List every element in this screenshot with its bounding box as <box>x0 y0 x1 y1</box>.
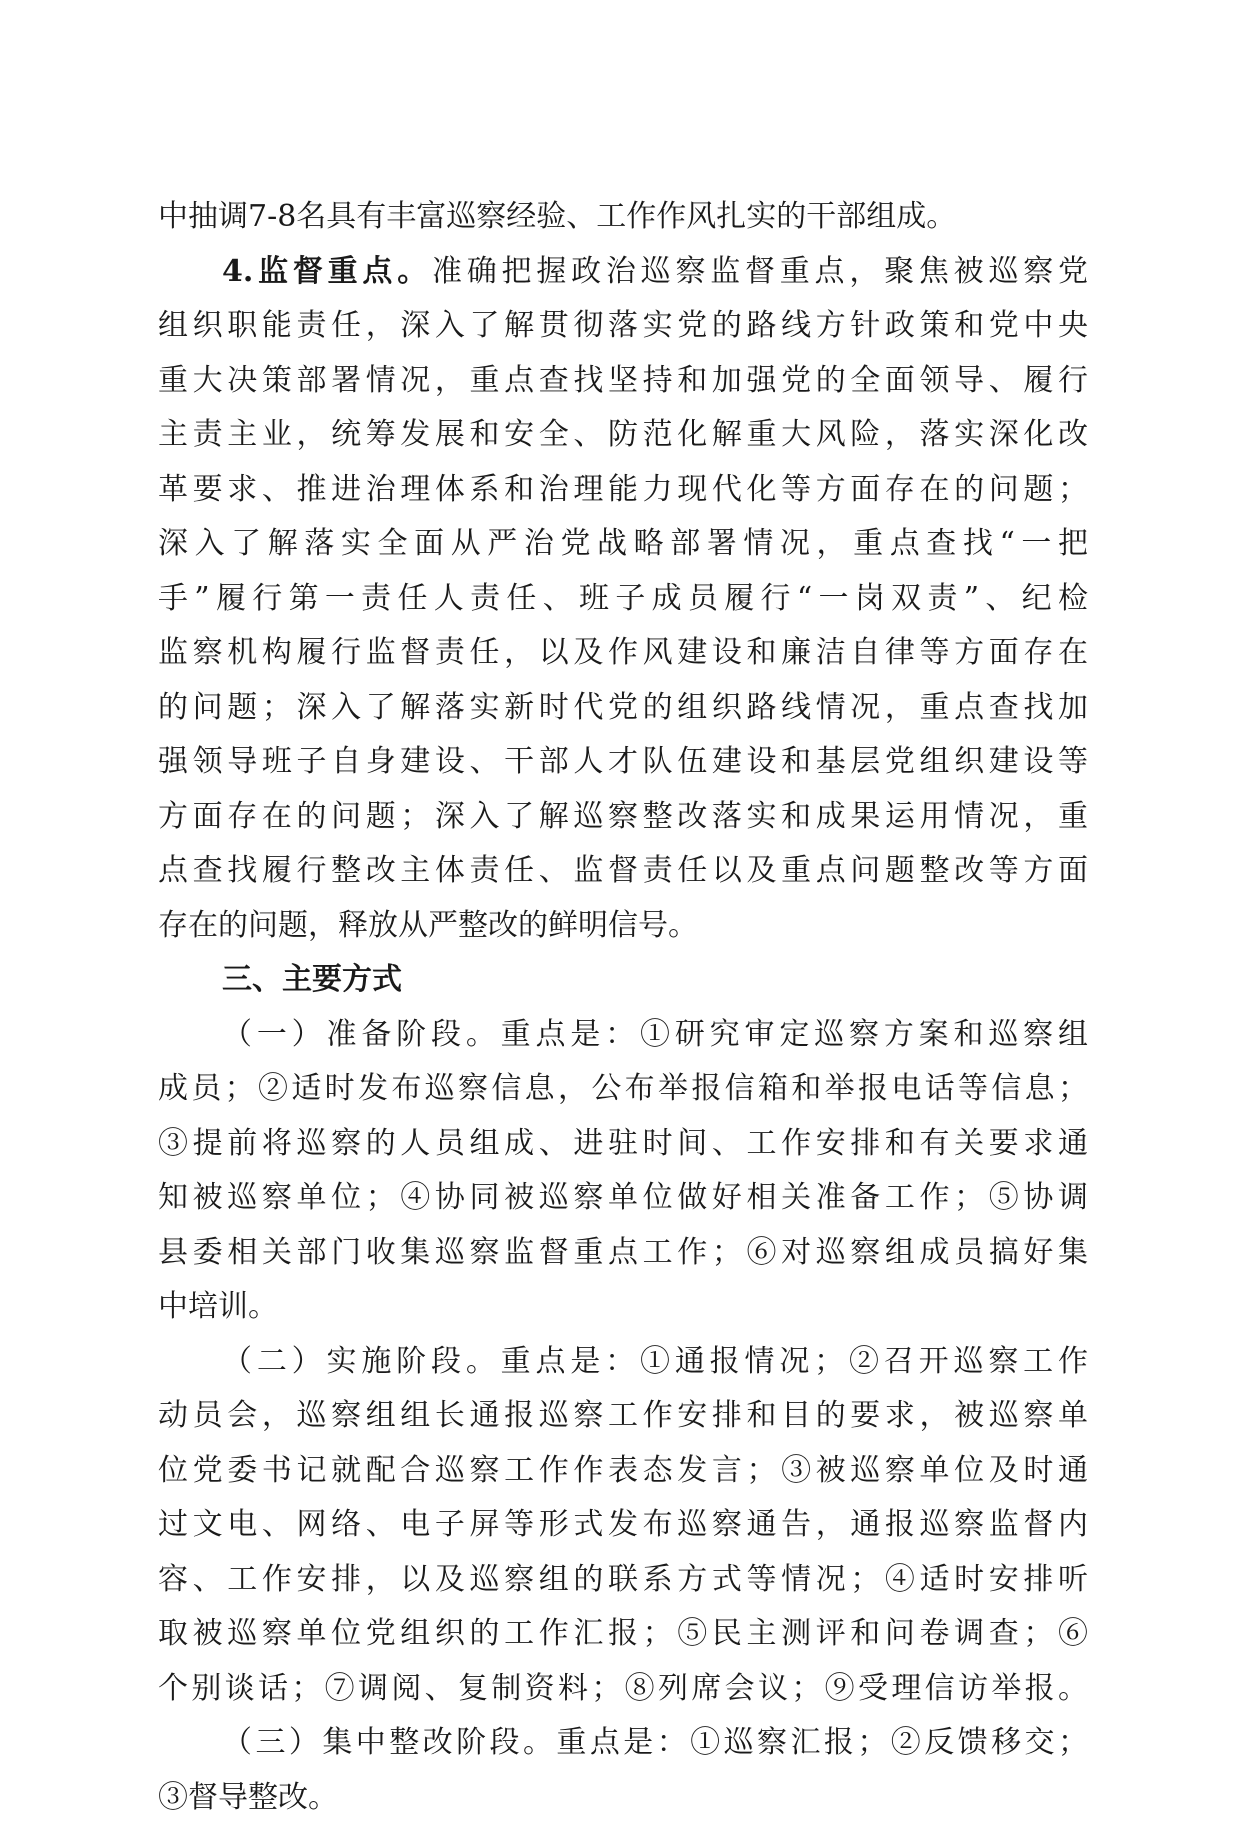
text-line <box>158 1771 1088 1825</box>
paragraph-lead: 4.监督重点。 <box>222 254 432 289</box>
text-line <box>158 1226 1088 1281</box>
text-line <box>158 1607 1088 1662</box>
text-line <box>158 1117 1088 1172</box>
text-line <box>158 1171 1088 1226</box>
text-line <box>158 1553 1088 1608</box>
paragraph-text: 监察机构履行监督责任，以及作风建设和廉洁自律等方面存在 <box>158 635 1088 670</box>
paragraph-text: 个别谈话；⑦调阅、复制资料；⑧列席会议；⑨受理信访举报。 <box>158 1671 1088 1706</box>
paragraph-text: 的问题；深入了解落实新时代党的组织路线情况，重点查找加 <box>158 690 1088 725</box>
paragraph-text: 知被巡察单位；④协同被巡察单位做好相关准备工作；⑤协调 <box>158 1180 1088 1215</box>
paragraph-text: 主责主业，统筹发展和安全、防范化解重大风险，落实深化改 <box>158 417 1088 452</box>
text-line <box>158 735 1088 790</box>
paragraph-text: 县委相关部门收集巡察监督重点工作；⑥对巡察组成员搞好集 <box>158 1235 1088 1270</box>
text-line <box>158 1444 1088 1499</box>
text-line <box>158 1335 1088 1390</box>
text-line <box>158 953 1088 1008</box>
paragraph-text: 组织职能责任，深入了解贯彻落实党的路线方针政策和党中央 <box>158 308 1088 343</box>
paragraph-text: 取被巡察单位党组织的工作汇报；⑤民主测评和问卷调查；⑥ <box>158 1616 1088 1651</box>
text-line <box>158 626 1088 681</box>
text-line <box>158 354 1088 409</box>
text-line <box>158 572 1088 627</box>
paragraph-text: （一）准备阶段。重点是：①研究审定巡察方案和巡察组 <box>222 1017 1088 1052</box>
paragraph-text: 准确把握政治巡察监督重点，聚焦被巡察党 <box>432 254 1088 289</box>
paragraph-text: （三）集中整改阶段。重点是：①巡察汇报；②反馈移交； <box>222 1725 1088 1760</box>
paragraph-text: 强领导班子自身建设、干部人才队伍建设和基层党组织建设等 <box>158 744 1088 779</box>
paragraph-text: 方面存在的问题；深入了解巡察整改落实和成果运用情况，重 <box>158 799 1088 834</box>
text-line <box>158 190 1088 245</box>
text-line <box>158 1062 1088 1117</box>
text-line <box>158 517 1088 572</box>
paragraph-text: 过文电、网络、电子屏等形式发布巡察通告，通报巡察监督内 <box>158 1507 1088 1542</box>
paragraph-text: 革要求、推进治理体系和治理能力现代化等方面存在的问题； <box>158 472 1088 507</box>
text-line <box>158 1716 1088 1771</box>
paragraph-text: 存在的问题，释放从严整改的鲜明信号。 <box>158 908 698 943</box>
paragraph-text: 容、工作安排，以及巡察组的联系方式等情况；④适时安排听 <box>158 1562 1088 1597</box>
text-line <box>158 299 1088 354</box>
paragraph-text: ③督导整改。 <box>158 1780 338 1815</box>
text-line <box>158 899 1088 954</box>
paragraph-text: ③提前将巡察的人员组成、进驻时间、工作安排和有关要求通 <box>158 1126 1088 1161</box>
paragraph-text: 点查找履行整改主体责任、监督责任以及重点问题整改等方面 <box>158 853 1088 888</box>
text-line <box>158 1008 1088 1063</box>
paragraph-text: 手”履行第一责任人责任、班子成员履行“一岗双责”、纪检 <box>158 581 1088 616</box>
text-line <box>158 463 1088 518</box>
paragraph-text: （二）实施阶段。重点是：①通报情况；②召开巡察工作 <box>222 1344 1088 1379</box>
paragraph-text: 中培训。 <box>158 1289 278 1324</box>
paragraph-text: 中抽调7-8名具有丰富巡察经验、工作作风扎实的干部组成。 <box>158 199 956 234</box>
text-line <box>158 1662 1088 1717</box>
section-heading: 三、主要方式 <box>222 962 402 997</box>
paragraph-text: 成员；②适时发布巡察信息，公布举报信箱和举报电话等信息； <box>158 1071 1088 1106</box>
text-line <box>158 245 1088 300</box>
text-line <box>158 1280 1088 1335</box>
text-line <box>158 1389 1088 1444</box>
paragraph-text: 重大决策部署情况，重点查找坚持和加强党的全面领导、履行 <box>158 363 1088 398</box>
text-line <box>158 790 1088 845</box>
document-page <box>158 190 1088 1825</box>
text-line <box>158 1498 1088 1553</box>
text-line <box>158 681 1088 736</box>
text-line <box>158 844 1088 899</box>
paragraph-text: 位党委书记就配合巡察工作作表态发言；③被巡察单位及时通 <box>158 1453 1088 1488</box>
text-line <box>158 408 1088 463</box>
paragraph-text: 动员会，巡察组组长通报巡察工作安排和目的要求，被巡察单 <box>158 1398 1088 1433</box>
paragraph-text: 深入了解落实全面从严治党战略部署情况，重点查找“一把 <box>158 526 1088 561</box>
